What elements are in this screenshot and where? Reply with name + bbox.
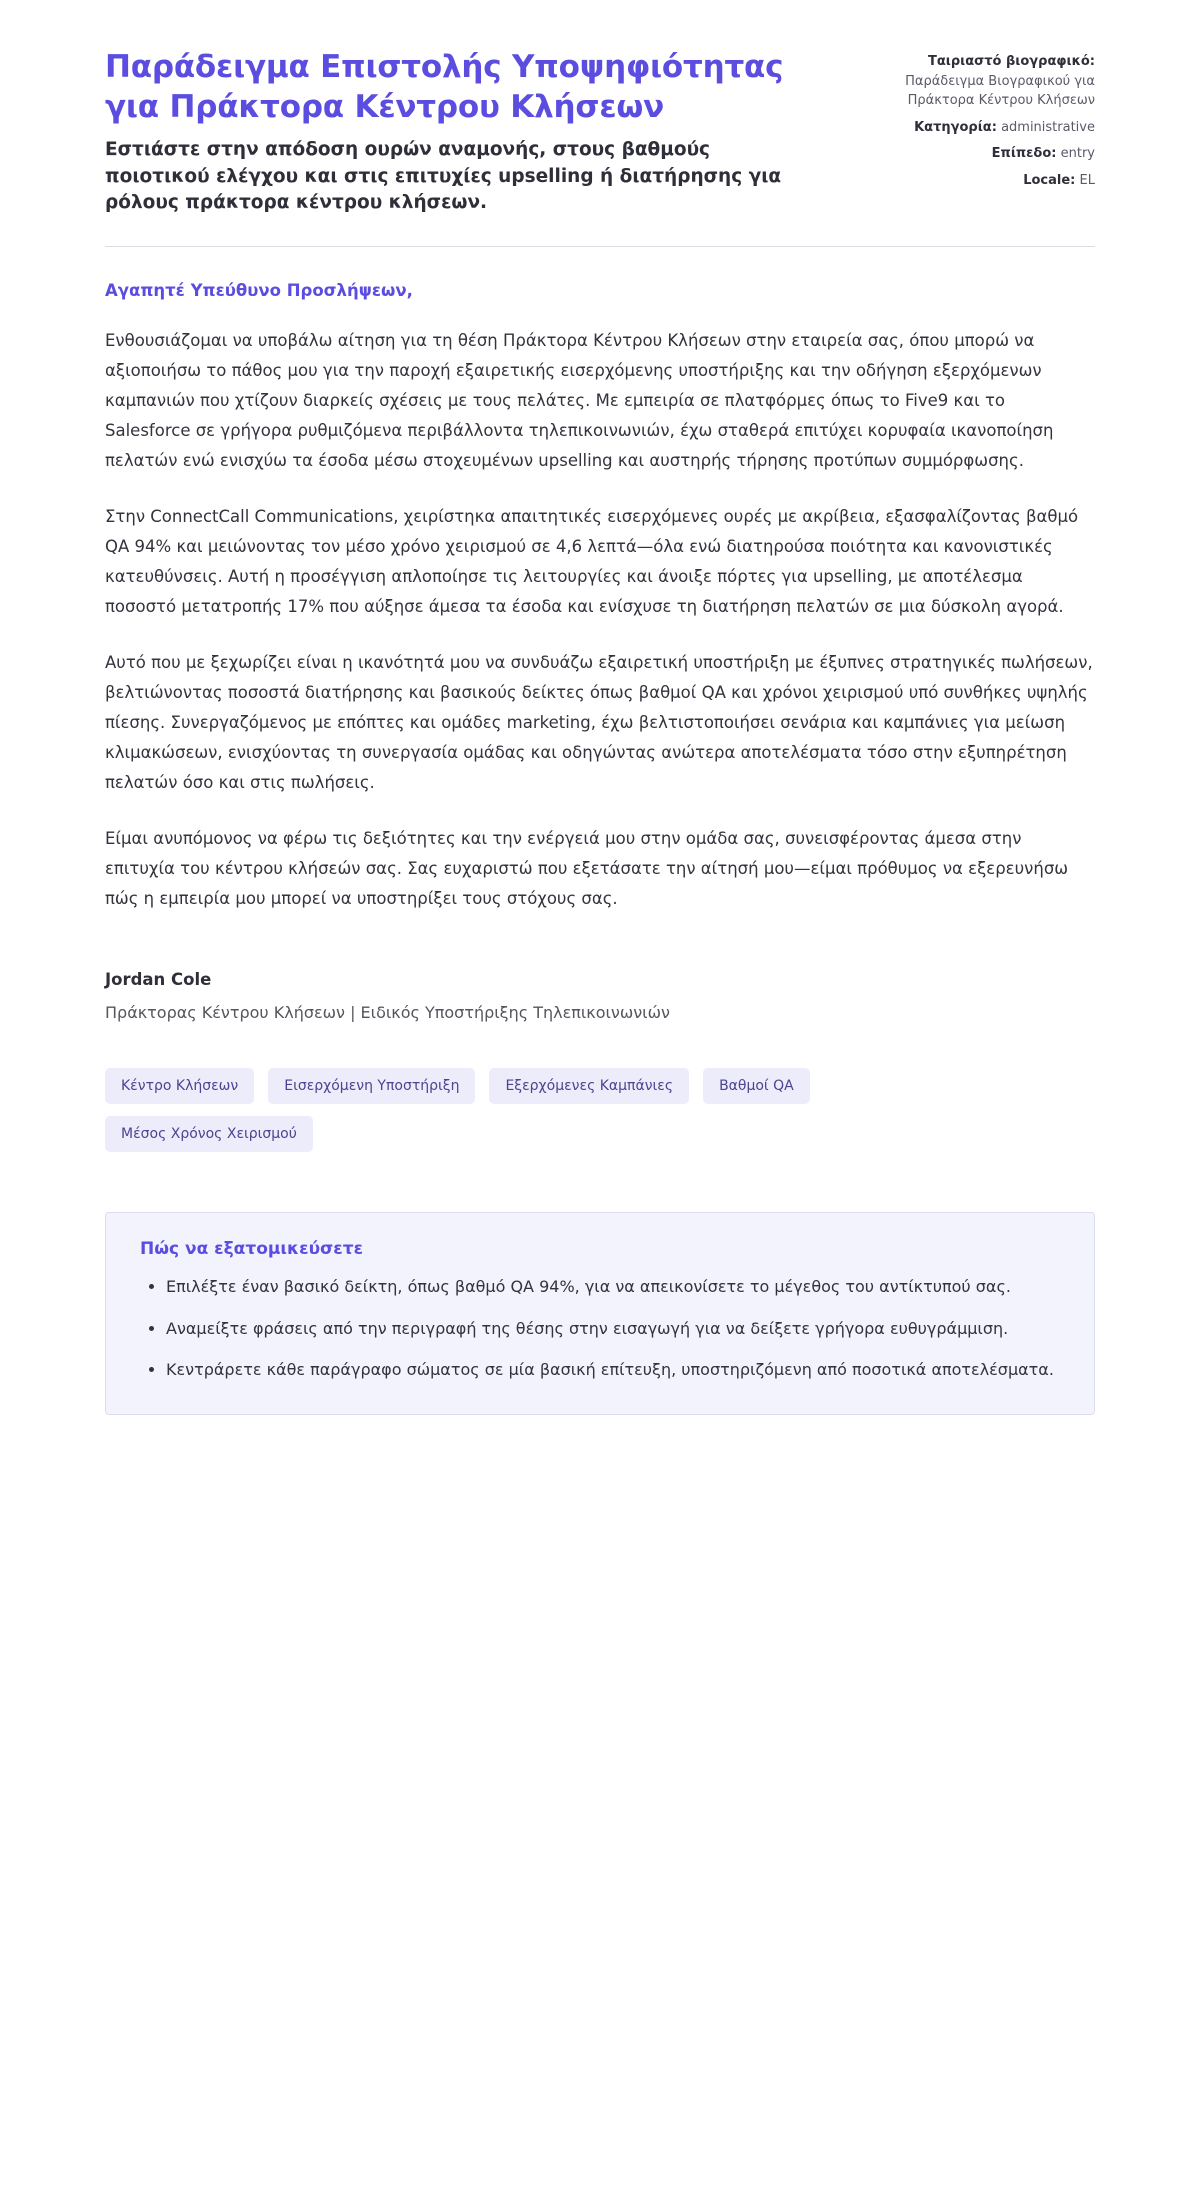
meta-locale-value: EL — [1079, 172, 1095, 188]
meta-category-value: administrative — [1001, 119, 1095, 135]
letter-paragraph: Ενθουσιάζομαι να υποβάλω αίτηση για τη θέση Πράκτορα Κέντρου Κλήσεων στην εταιρεία σας, όπου μπορώ να αξιοποιήσω το πάθος μου για την παροχή εξαιρετικής εισερχόμενης υποστήριξης και την οδήγηση εξερχόμενων καμπανιών που χτίζουν διαρκείς σχέσεις με τους πελάτες. Με εμπειρία σε πλατφόρμες όπως το Five9 και το Salesforce σε γρήγορα ρυθμιζόμενα περιβάλλοντα τηλεπικοινωνιών, έχω σταθερά επιτύχει κορυφαία ικανοποίηση πελατών ενώ ενισχύω τα έσοδα μέσω στοχευμένων upselling και αυστηρής τήρησης προτύπων συμμόρφωσης. — [105, 331, 1054, 471]
tips-list — [140, 1273, 1060, 1384]
letter-signature — [105, 970, 1095, 1022]
personalization-tips-panel — [105, 1212, 1095, 1415]
tips-list-item: • Κεντράρετε κάθε παράγραφο σώματος σε μία βασική επίτευξη, υποστηριζόμενη από ποσοτικά αποτελέσματα. — [166, 1356, 1060, 1384]
letter-salutation: Αγαπητέ Υπεύθυνο Προσλήψεων, — [105, 281, 413, 301]
tips-list-item: • Επιλέξτε έναν βασικό δείκτη, όπως βαθμό QA 94%, για να απεικονίσετε το μέγεθος του αντίκτυπού σας. — [166, 1273, 1060, 1301]
letter-paragraph: Αυτό που με ξεχωρίζει είναι η ικανότητά μου να συνδυάζω εξαιρετική υποστήριξη με έξυπνες στρατηγικές πωλήσεων, βελτιώνοντας ποσοστά διατήρησης και βασικούς δείκτες όπως βαθμοί QA και χρόνοι χειρισμού υπό συνθήκες υψηλής πίεσης. Συνεργαζόμενος με επόπτες και ομάδες marketing, έχω βελτιστοποιήσει σενάρια και καμπάνιες για μείωση κλιμακώσεων, ενισχύοντας τη συνεργασία ομάδας και οδηγώντας ανώτερα αποτελέσματα τόσο στην εξυπηρέτηση πελατών όσο και στις πωλήσεις. — [105, 653, 1093, 793]
page-title: Παράδειγμα Επιστολής Υποψηφιότητας για Πράκτορα Κέντρου Κλήσεων — [105, 49, 784, 125]
letter-paragraph: Στην ConnectCall Communications, χειρίστηκα απαιτητικές εισερχόμενες ουρές με ακρίβεια, εξασφαλίζοντας βαθμό QA 94% και μειώνοντας τον μέσο χρόνο χειρισμού σε 4,6 λεπτά—όλα ενώ διατηρούσα ποιότητα και κανονιστικές κατευθύνσεις. Αυτή η προσέγγιση απλοποίησε τις λειτουργίες και άνοιξε πόρτες για upselling, με αποτέλεσμα ποσοστό μετατροπής 17% που αύξησε άμεσα τα έσοδα και ενίσχυσε τη διατήρηση πελατών σε μια δύσκολη αγορά. — [105, 507, 1079, 617]
tips-list-item: • Αναμείξτε φράσεις από την περιγραφή της θέσης στην εισαγωγή για να δείξετε γρήγορα ευθυγράμμιση. — [166, 1315, 1060, 1343]
signature-name: Jordan Cole — [105, 970, 212, 990]
document-header — [105, 48, 1095, 216]
meta-level — [845, 144, 1095, 164]
letter-paragraph: Είμαι ανυπόμονος να φέρω τις δεξιότητες και την ενέργειά μου στην ομάδα σας, συνεισφέροντας άμεσα στην επιτυχία του κέντρου κλήσεών σας. Σας ευχαριστώ που εξετάσατε την αίτησή μου—είμαι πρόθυμος να εξερευνήσω πώς η εμπειρία μου μπορεί να υποστηρίξει τους στόχους σας. — [105, 829, 1069, 909]
tag-item[interactable]: Εξερχόμενες Καμπάνιες — [489, 1068, 689, 1104]
meta-level-value: entry — [1060, 146, 1095, 161]
meta-matching-resume — [845, 52, 1095, 111]
meta-category — [845, 118, 1095, 138]
meta-category-label: Κατηγορία: — [914, 119, 997, 135]
tag-item[interactable]: Κέντρο Κλήσεων — [105, 1068, 254, 1104]
tag-item[interactable]: Μέσος Χρόνος Χειρισμού — [105, 1116, 313, 1152]
header-title-block — [105, 48, 795, 216]
meta-matching-resume-label: Ταιριαστό βιογραφικό: — [927, 54, 1095, 69]
meta-level-label: Επίπεδο: — [991, 146, 1057, 161]
tips-title: Πώς να εξατομικεύσετε — [140, 1239, 364, 1260]
meta-locale-label: Locale: — [1023, 172, 1076, 188]
header-meta — [845, 48, 1095, 197]
meta-locale — [845, 171, 1095, 191]
tag-item[interactable]: Βαθμοί QA — [703, 1068, 810, 1104]
meta-matching-resume-value: Παράδειγμα Βιογραφικού για Πράκτορα Κέντρου Κλήσεων — [905, 73, 1095, 108]
cover-letter-body — [105, 247, 1095, 1022]
signature-role: Πράκτορας Κέντρου Κλήσεων | Ειδικός Υποστήριξης Τηλεπικοινωνιών — [105, 1003, 670, 1023]
tag-item[interactable]: Εισερχόμενη Υποστήριξη — [268, 1068, 475, 1104]
page-subtitle: Εστιάστε στην απόδοση ουρών αναμονής, στους βαθμούς ποιοτικού ελέγχου και στις επιτυχίες upselling ή διατήρησης για ρόλους πράκτορα κέντρου κλήσεων. — [105, 139, 782, 213]
tag-list — [105, 1068, 985, 1152]
